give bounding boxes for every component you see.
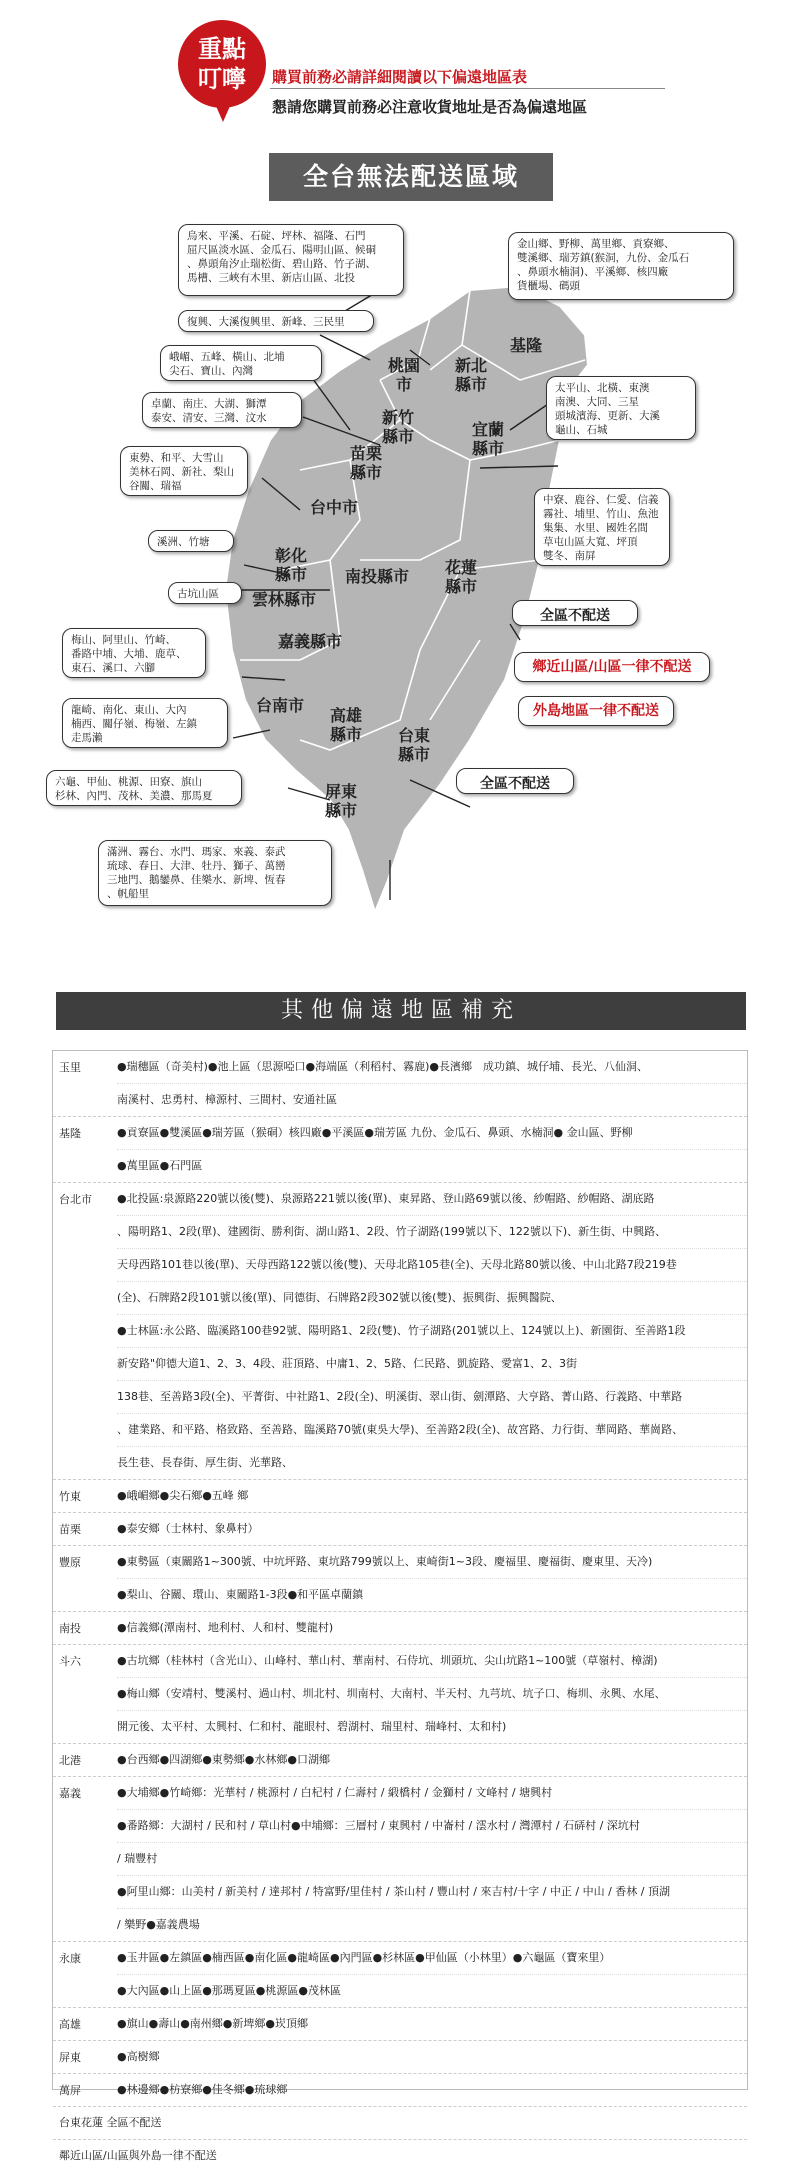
region-detail-line: 、建業路、和平路、格致路、至善路、臨溪路70號(東吳大學)、至善路2段(全)、故宮路、力行街、華岡路、華崗路、 bbox=[117, 1414, 747, 1447]
region-label: 萬屏 bbox=[59, 2084, 81, 2097]
supplement-title: 其他偏遠地區補充 bbox=[56, 992, 746, 1030]
region-label: 斗六 bbox=[59, 1655, 81, 1668]
county-changhua: 彰化 縣市 bbox=[275, 546, 308, 584]
region-detail-line: ●阿里山鄉：山美村 / 新美村 / 達邦村 / 特富野/里佳村 / 茶山村 / 豐山村 / 來吉村/十字 / 中正 / 中山 / 香林 / 頂湖 bbox=[117, 1876, 747, 1909]
taiwan-map bbox=[0, 0, 800, 990]
region-detail-line: ●大埔鄉●竹崎鄉：光華村 / 桃源村 / 白杞村 / 仁壽村 / 緞橋村 / 金獅村 / 文峰村 / 塘興村 bbox=[117, 1777, 747, 1810]
region-detail-line: 南溪村、忠勇村、樟源村、三間村、安通社區 bbox=[117, 1093, 337, 1106]
county-nantou: 南投縣市 bbox=[345, 567, 410, 586]
region-label: 基隆 bbox=[59, 1127, 81, 1140]
region-label: 南投 bbox=[59, 1622, 81, 1635]
region-detail-line: ●信義鄉(潭南村、地利村、人和村、雙龍村) bbox=[117, 1621, 334, 1634]
callout-hualien-none: 全區不配送 bbox=[512, 600, 638, 626]
region-detail-line: ●貢寮區●雙溪區●瑞芳區（猴硐）核四廠●平溪區●瑞芳區 九份、金瓜石、鼻頭、水楠洞● 金山區、野柳 bbox=[117, 1117, 747, 1150]
supplement-row bbox=[53, 2140, 747, 2172]
county-kaohsiung: 高雄 縣市 bbox=[330, 706, 363, 744]
region-detail-line: 、陽明路1、2段(單)、建國街、勝利街、湖山路1、2段、竹子湖路(199號以下、122號以下)、新生街、中興路、 bbox=[117, 1216, 747, 1249]
supplement-row bbox=[53, 1777, 747, 1942]
callout-mountain-none: 鄉近山區/山區一律不配送 bbox=[514, 652, 710, 682]
region-detail-line: ●台西鄉●四湖鄉●東勢鄉●水林鄉●口湖鄉 bbox=[117, 1753, 330, 1766]
region-detail-line: (全)、石牌路2段101號以後(單)、同德街、石牌路2段302號以後(雙)、振興街、振興醫院、 bbox=[117, 1282, 747, 1315]
region-detail-line: 開元後、太平村、太興村、仁和村、龍眼村、碧湖村、瑞里村、瑞峰村、太和村) bbox=[117, 1720, 507, 1733]
county-taitung: 台東 縣市 bbox=[398, 726, 431, 764]
supplement-row bbox=[53, 1546, 747, 1612]
supplement-row bbox=[53, 1645, 747, 1744]
county-miaoli: 苗栗 縣市 bbox=[350, 444, 383, 482]
callout-keelung: 金山鄉、野柳、萬里鄉、貢寮鄉、 雙溪鄉、瑞芳鎮(猴洞，九份、金瓜石 、鼻頭水楠洞)、平溪鄉、核四廠 貨櫃場、碼頭 bbox=[508, 232, 734, 300]
region-label: 屏東 bbox=[59, 2051, 81, 2064]
region-detail-line: ●士林區:永公路、臨溪路100巷92號、陽明路1、2段(雙)、竹子湖路(201號以上、124號以上)、新園街、至善路1段 bbox=[117, 1315, 747, 1348]
county-tainan: 台南市 bbox=[256, 696, 305, 715]
region-detail-line: 鄰近山區/山區與外島一律不配送 bbox=[59, 2149, 217, 2162]
county-taichung: 台中市 bbox=[310, 498, 359, 517]
county-taoyuan: 桃園 市 bbox=[388, 356, 421, 394]
region-detail-line: 台東花蓮 全區不配送 bbox=[59, 2116, 162, 2129]
region-detail-line: / 樂野●嘉義農場 bbox=[117, 1918, 200, 1931]
supplement-row bbox=[53, 1513, 747, 1546]
callout-hsinchu: 峨嵋、五峰、橫山、北埔 尖石、寶山、內灣 bbox=[160, 345, 322, 381]
county-chiayi: 嘉義縣市 bbox=[278, 632, 343, 651]
region-detail-line: ●北投區:泉源路220號以後(雙)、泉源路221號以後(單)、東昇路、登山路69號以後、紗帽路、紗帽路、湖底路 bbox=[117, 1183, 747, 1216]
badge-text: 重點 叮嚀 bbox=[198, 35, 246, 93]
callout-yilan: 太平山、北橫、東澳 南澳、大同、三星 頭城濱海、更新、大溪 龜山、石城 bbox=[546, 376, 696, 440]
county-pingtung: 屏東 縣市 bbox=[325, 782, 358, 820]
region-detail-line: ●瑞穗區（奇美村)●池上區（思源啞口●海端區（利稻村、霧鹿)●長濱鄉 成功鎮、城仔埔、長光、八仙洞、 bbox=[117, 1051, 747, 1084]
region-label: 竹東 bbox=[59, 1490, 81, 1503]
region-detail-line: ●旗山●壽山●南州鄉●新埤鄉●崁頂鄉 bbox=[117, 2017, 308, 2030]
supplement-table bbox=[52, 1050, 748, 2162]
region-label: 永康 bbox=[59, 1952, 81, 1965]
supplement-row bbox=[53, 2041, 747, 2074]
callout-nantou: 中寮、鹿谷、仁愛、信義 霧社、埔里、竹山、魚池 集集、水里、國姓名間 草屯山區大寬、坪頂 雙冬、南屏 bbox=[534, 488, 670, 566]
county-hsinchu: 新竹 縣市 bbox=[382, 408, 415, 446]
region-detail-line: ●萬里區●石門區 bbox=[117, 1159, 203, 1172]
supplement-row bbox=[53, 1612, 747, 1645]
county-yunlin: 雲林縣市 bbox=[252, 590, 317, 609]
region-label: 豐原 bbox=[59, 1556, 81, 1569]
notice-line-2: 懇請您購買前務必注意收貨地址是否為偏遠地區 bbox=[272, 98, 588, 116]
supplement-row bbox=[53, 1744, 747, 1777]
region-detail-line: 138巷、至善路3段(全)、平菁街、中社路1、2段(全)、明溪街、翠山街、劍潭路、大亨路、菁山路、行義路、中華路 bbox=[117, 1381, 747, 1414]
region-label: 台北市 bbox=[59, 1193, 92, 1206]
region-detail-line: ●高樹鄉 bbox=[117, 2050, 160, 2063]
county-new-taipei: 新北 縣市 bbox=[455, 356, 488, 394]
region-detail-line: ●梅山鄉（安靖村、雙溪村、過山村、圳北村、圳南村、大南村、半天村、九芎坑、坑子口、梅圳、永興、水尾、 bbox=[117, 1678, 747, 1711]
region-label: 嘉義 bbox=[59, 1787, 81, 1800]
supplement-row bbox=[53, 1480, 747, 1513]
callout-chiayi: 梅山、阿里山、竹崎、 番路中埔、大埔、鹿草、 東石、溪口、六腳 bbox=[62, 628, 206, 678]
supplement-row bbox=[53, 2107, 747, 2140]
callout-kaohsiung: 六龜、甲仙、桃源、田寮、旗山 杉林、內門、茂林、美濃、那馬夏 bbox=[46, 770, 242, 806]
supplement-row bbox=[53, 1183, 747, 1480]
callout-pingtung: 滿洲、霧台、水門、瑪家、來義、泰武 琉球、春日、大津、牡丹、獅子、萬巒 三地門、鵝鑾鼻、佳樂水、新埤、恆春 、帆船里 bbox=[98, 840, 332, 906]
region-label: 北港 bbox=[59, 1754, 81, 1767]
region-label: 苗栗 bbox=[59, 1523, 81, 1536]
region-label: 玉里 bbox=[59, 1061, 81, 1074]
county-yilan: 宜蘭 縣市 bbox=[472, 420, 505, 458]
callout-changhua: 溪洲、竹塘 bbox=[148, 530, 234, 552]
callout-island-none: 外島地區一律不配送 bbox=[518, 696, 674, 726]
region-detail-line: ●番路鄉：大湖村 / 民和村 / 草山村●中埔鄉：三層村 / 東興村 / 中崙村 / 澐水村 / 灣潭村 / 石硦村 / 深坑村 bbox=[117, 1810, 747, 1843]
notice-line-1: 購買前務必請詳細閱讀以下偏遠地區表 bbox=[272, 68, 528, 86]
region-detail-line: ●林邊鄉●枋寮鄉●佳冬鄉●琉球鄉 bbox=[117, 2083, 288, 2096]
region-detail-line: 長生巷、長春街、厚生街、光華路、 bbox=[117, 1456, 293, 1469]
callout-taichung: 東勢、和平、大雪山 美林石岡、新社、梨山 谷關、瑞福 bbox=[120, 446, 248, 496]
region-detail-line: ●峨嵋鄉●尖石鄉●五峰 鄉 bbox=[117, 1489, 249, 1502]
region-detail-line: ●大內區●山上區●那瑪夏區●桃源區●茂林區 bbox=[117, 1984, 341, 1997]
region-label: 高雄 bbox=[59, 2018, 81, 2031]
county-keelung: 基隆 bbox=[510, 336, 543, 355]
callout-miaoli: 卓蘭、南庄、大湖、獅潭 泰安、清安、三灣、汶水 bbox=[142, 392, 302, 428]
callout-tainan: 龍崎、南化、東山、大內 楠西、關仔嶺、梅嶺、左鎮 走馬瀨 bbox=[62, 698, 228, 748]
callout-taitung-none: 全區不配送 bbox=[456, 768, 574, 794]
region-detail-line: / 瑞豐村 bbox=[117, 1843, 747, 1876]
region-detail-line: ●梨山、谷關、環山、東關路1-3段●和平區卓蘭鎮 bbox=[117, 1588, 364, 1601]
callout-taipei: 烏來、平溪、石碇、坪林、福隆、石門 屈尺區淡水區、金瓜石、陽明山區、候硐 、鼻頭角汐止瑞松街、碧山路、竹子湖、 馬槽、三峽有木里、新店山區、北投 bbox=[178, 224, 404, 296]
callout-taoyuan: 復興、大溪復興里、新峰、三民里 bbox=[178, 310, 374, 332]
callout-yunlin: 古坑山區 bbox=[168, 582, 242, 604]
region-detail-line: ●古坑鄉（桂林村（含光山）、山峰村、華山村、華南村、石侍坑、圳頭坑、尖山坑路1~100號（草嶺村、樟湖) bbox=[117, 1645, 747, 1678]
region-detail-line: ●東勢區（東關路1~300號、中坑坪路、東坑路799號以上、東崎街1~3段、慶福里、慶福街、慶東里、天冷) bbox=[117, 1546, 747, 1579]
supplement-row bbox=[53, 1942, 747, 2008]
supplement-row bbox=[53, 1117, 747, 1183]
supplement-row bbox=[53, 2008, 747, 2041]
region-detail-line: ●泰安鄉（士林村、象鼻村） bbox=[117, 1522, 259, 1535]
region-detail-line: ●玉井區●左鎮區●楠西區●南化區●龍崎區●內門區●杉林區●甲仙區（小林里）●六龜區（寶來里） bbox=[117, 1942, 747, 1975]
supplement-row bbox=[53, 2074, 747, 2107]
region-detail-line: 天母西路101巷以後(單)、天母西路122號以後(雙)、天母北路105巷(全)、天母北路80號以後、中山北路7段219巷 bbox=[117, 1249, 747, 1282]
county-hualien: 花蓮 縣市 bbox=[445, 558, 478, 596]
no-delivery-banner: 全台無法配送區域 bbox=[272, 156, 550, 198]
region-detail-line: 新安路"仰德大道1、2、3、4段、莊頂路、中庸1、2、5路、仁民路、凱旋路、愛富1、2、3街 bbox=[117, 1348, 747, 1381]
supplement-row bbox=[53, 1051, 747, 1117]
